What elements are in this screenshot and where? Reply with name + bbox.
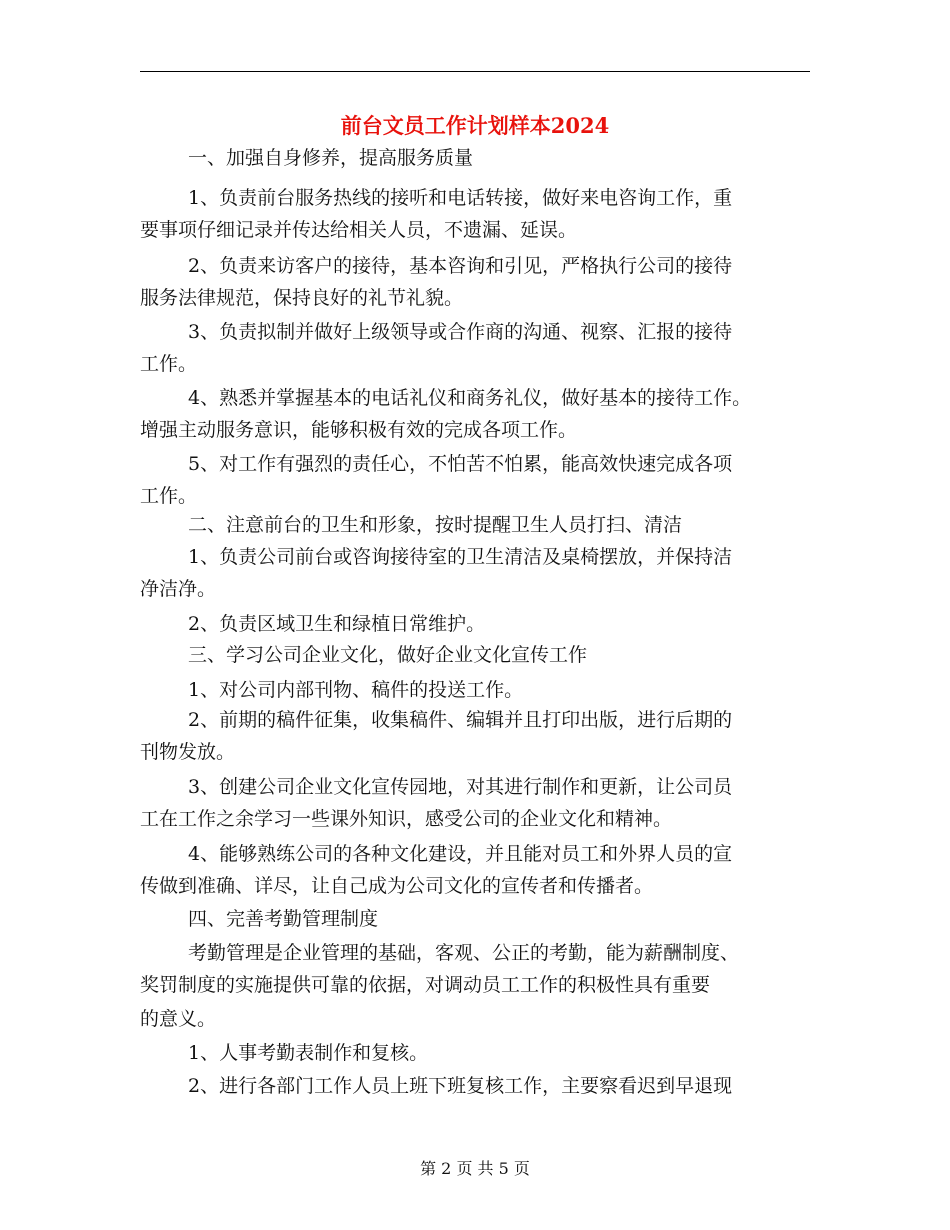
document-title: 前台文员工作计划样本2024	[340, 113, 610, 138]
body-line: 刊物发放。	[140, 741, 236, 763]
body-line: 传做到准确、详尽，让自己成为公司文化的宣传者和传播者。	[140, 875, 654, 897]
body-line: 工在工作之余学习一些课外知识，感受公司的企业文化和精神。	[140, 808, 673, 830]
body-line: 1、人事考勤表制作和复核。	[188, 1042, 429, 1064]
body-line: 4、熟悉并掌握基本的电话礼仪和商务礼仪，做好基本的接待工作。	[188, 387, 752, 409]
body-line: 工作。	[140, 485, 198, 507]
body-line: 奖罚制度的实施提供可靠的依据，对调动员工工作的积极性具有重要	[140, 974, 711, 996]
body-line: 1、负责公司前台或咨询接待室的卫生清洁及桌椅摆放，并保持洁	[188, 546, 733, 568]
body-line: 三、学习公司企业文化，做好企业文化宣传工作	[188, 644, 588, 666]
body-line: 1、负责前台服务热线的接听和电话转接，做好来电咨询工作，重	[188, 187, 733, 209]
body-line: 3、创建公司企业文化宣传园地，对其进行制作和更新，让公司员	[188, 776, 733, 798]
body-line: 1、对公司内部刊物、稿件的投送工作。	[188, 679, 524, 701]
body-line: 4、能够熟练公司的各种文化建设，并且能对员工和外界人员的宣	[188, 843, 733, 865]
header-rule	[140, 71, 810, 72]
body-line: 3、负责拟制并做好上级领导或合作商的沟通、视察、汇报的接待	[188, 321, 733, 343]
body-line: 四、完善考勤管理制度	[188, 908, 379, 930]
body-line: 的意义。	[140, 1008, 217, 1030]
body-line: 2、负责区域卫生和绿植日常维护。	[188, 613, 486, 635]
body-line: 增强主动服务意识，能够积极有效的完成各项工作。	[140, 419, 578, 441]
body-line: 净洁净。	[140, 578, 217, 600]
body-line: 服务法律规范，保持良好的礼节礼貌。	[140, 287, 464, 309]
body-line: 工作。	[140, 353, 198, 375]
body-line: 二、注意前台的卫生和形象，按时提醒卫生人员打扫、清洁	[188, 514, 683, 536]
body-line: 一、加强自身修养，提高服务质量	[188, 147, 474, 169]
body-line: 考勤管理是企业管理的基础，客观、公正的考勤，能为薪酬制度、	[188, 942, 740, 964]
body-line: 2、负责来访客户的接待，基本咨询和引见，严格执行公司的接待	[188, 255, 733, 277]
page-footer: 第 2 页 共 5 页	[420, 1159, 530, 1178]
body-line: 5、对工作有强烈的责任心，不怕苦不怕累，能高效快速完成各项	[188, 453, 733, 475]
body-line: 2、进行各部门工作人员上班下班复核工作，主要察看迟到早退现	[188, 1075, 733, 1097]
body-line: 要事项仔细记录并传达给相关人员，不遗漏、延误。	[140, 219, 578, 241]
body-line: 2、前期的稿件征集，收集稿件、编辑并且打印出版，进行后期的	[188, 709, 733, 731]
